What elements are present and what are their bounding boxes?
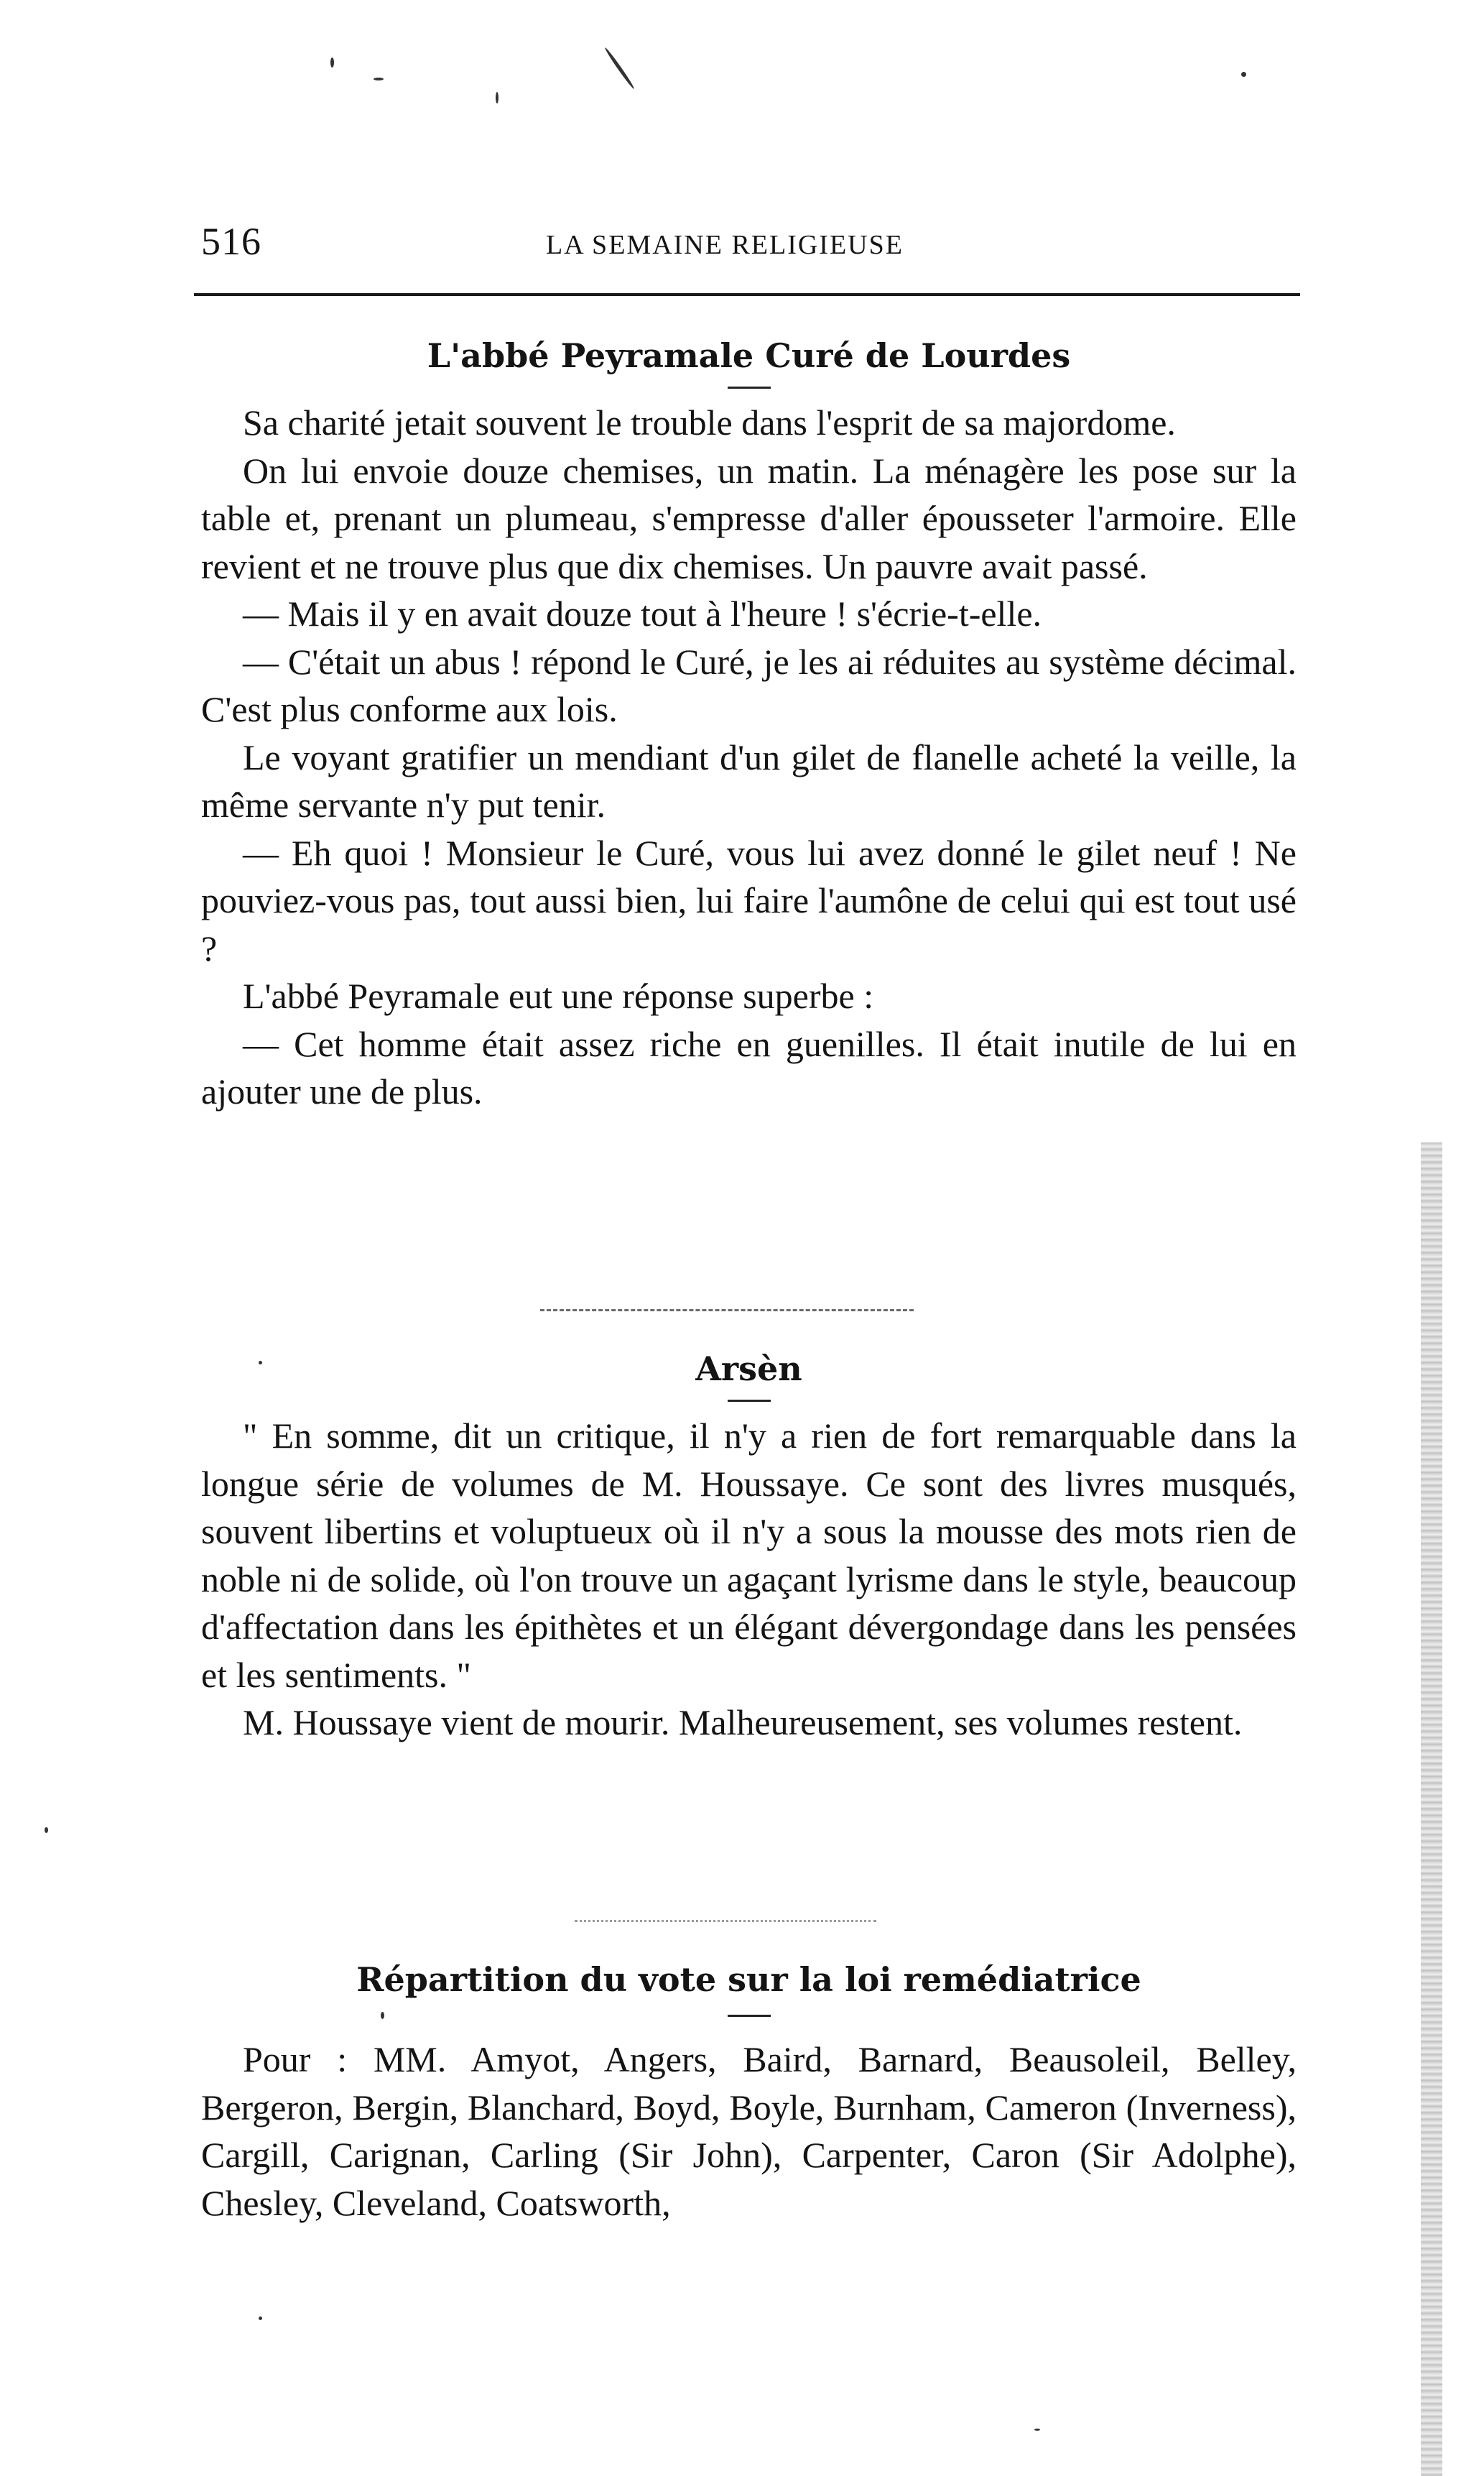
title-rule bbox=[728, 1400, 771, 1402]
article-title: L'abbé Peyramale Curé de Lourdes bbox=[427, 336, 1071, 375]
section-divider bbox=[540, 1309, 914, 1311]
paragraph: Le voyant gratifier un mendiant d'un gilet de flanelle acheté la veille, la même servante n'y put tenir. bbox=[201, 736, 1297, 825]
scan-speck bbox=[1034, 2429, 1040, 2431]
running-head: LA SEMAINE RELIGIEUSE bbox=[546, 230, 904, 260]
article-arsene bbox=[201, 1344, 1297, 1747]
scan-speck bbox=[381, 2012, 384, 2019]
article-peyramale bbox=[201, 331, 1297, 1116]
paragraph: Sa charité jetait souvent le trouble dans l'esprit de sa majordome. bbox=[243, 402, 1176, 443]
page-edge-shadow bbox=[1421, 1142, 1442, 2476]
scan-speck bbox=[374, 78, 384, 80]
paragraph: — Eh quoi ! Monsieur le Curé, vous lui avez donné le gilet neuf ! Ne pouviez-vous pas, tout aussi bien, lui faire l'aumône de celui qui est tout usé ? bbox=[201, 832, 1297, 969]
article-body bbox=[201, 2036, 1297, 2227]
paragraph: L'abbé Peyramale eut une réponse superbe : bbox=[243, 976, 874, 1016]
scan-speck bbox=[259, 2316, 262, 2320]
article-body bbox=[201, 399, 1297, 1116]
article-title: Répartition du vote sur la loi remédiatrice bbox=[356, 1960, 1141, 1999]
scan-speck bbox=[1241, 72, 1246, 77]
paragraph: — C'était un abus ! répond le Curé, je les ai réduites au système décimal. C'est plus conforme aux lois. bbox=[201, 641, 1297, 729]
article-body bbox=[201, 1412, 1297, 1747]
header-rule bbox=[194, 293, 1300, 296]
paragraph: — Mais il y en avait douze tout à l'heure ! s'écrie-t-elle. bbox=[243, 593, 1042, 634]
scan-speck bbox=[603, 47, 635, 90]
scan-speck bbox=[259, 1361, 262, 1364]
article-vote bbox=[201, 1954, 1297, 2227]
paragraph: M. Houssaye vient de mourir. Malheureusement, ses volumes restent. bbox=[243, 1702, 1243, 1742]
article-title: Arsèn bbox=[695, 1349, 802, 1388]
paragraph: Pour : MM. Amyot, Angers, Baird, Barnard, Beausoleil, Belley, Bergeron, Bergin, Blanchard, Boyd, Boyle, Burnham, Cameron (Inverness), Cargill, Carignan, Carling (Sir John), Carpenter, Caron (Sir Adolphe), Chesley, Cleveland, Coatsworth, bbox=[201, 2039, 1297, 2223]
scan-speck bbox=[45, 1827, 48, 1833]
page-number: 516 bbox=[201, 220, 261, 263]
title-rule bbox=[728, 387, 771, 389]
paragraph: On lui envoie douze chemises, un matin. La ménagère les pose sur la table et, prenant un plumeau, s'empresse d'aller épousseter l'armoire. Elle revient et ne trouve plus que dix chemises. Un pauvre avait passé. bbox=[201, 450, 1297, 586]
title-rule bbox=[728, 2015, 771, 2017]
scan-speck bbox=[330, 57, 334, 68]
paragraph: " En somme, dit un critique, il n'y a rien de fort remarquable dans la longue série de volumes de M. Houssaye. Ce sont des livres musqués, souvent libertins et voluptueux où il n'y a sous la mousse des mots rien de noble ni de solide, où l'on trouve un agaçant lyrisme dans le style, beaucoup d'affectation dans les épithètes et un élégant dévergondage dans les pensées et les sentiments. " bbox=[201, 1415, 1297, 1695]
scan-speck bbox=[496, 92, 498, 103]
section-divider bbox=[575, 1920, 876, 1922]
paragraph: — Cet homme était assez riche en guenilles. Il était inutile de lui en ajouter une de plus. bbox=[201, 1023, 1297, 1112]
page-header bbox=[194, 219, 1297, 269]
